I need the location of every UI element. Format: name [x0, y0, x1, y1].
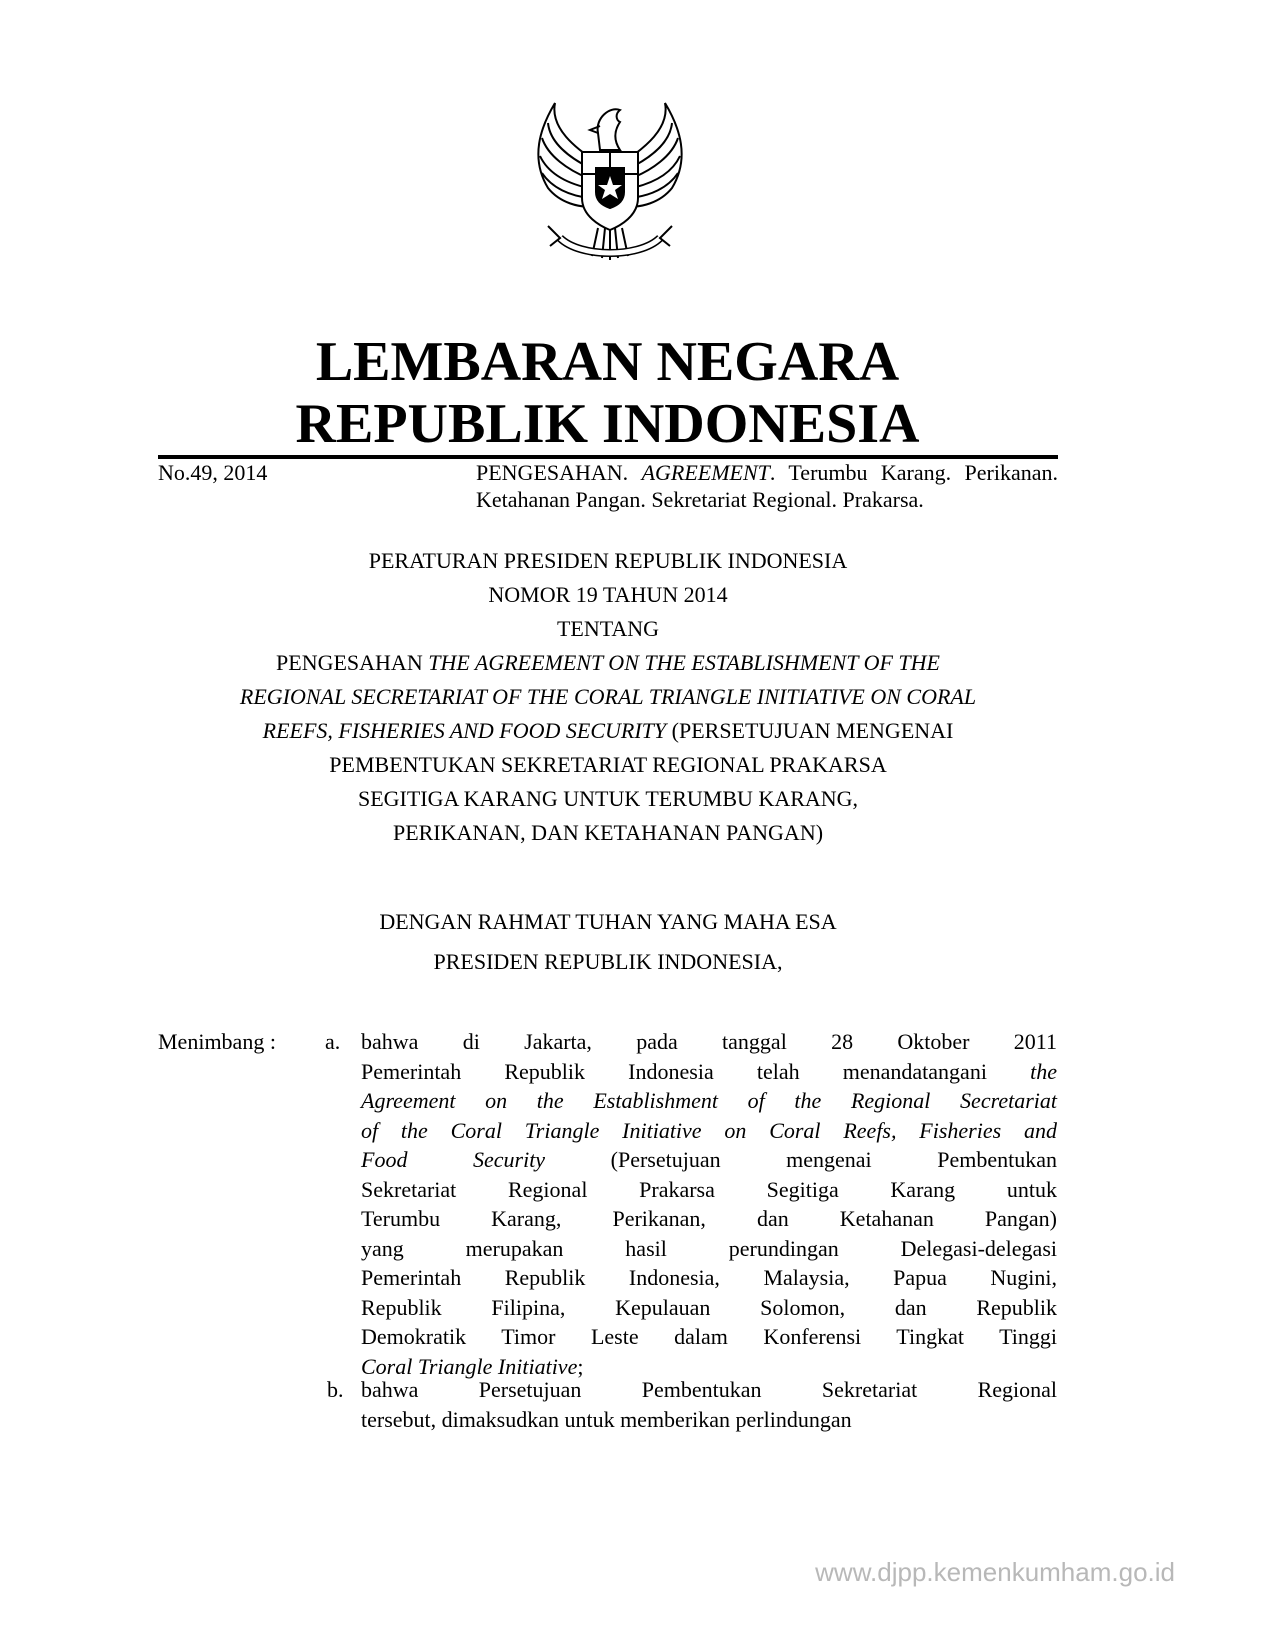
text-line: tersebut, dimaksudkan untuk memberikan perlindungan [361, 1406, 852, 1432]
gazette-title-line1: LEMBARAN NEGARA [315, 331, 900, 393]
keywords-italic: AGREEMENT [641, 460, 770, 485]
header-rule [158, 455, 1058, 459]
regulation-line1: PERATURAN PRESIDEN REPUBLIK INDONESIA [368, 548, 848, 573]
garuda-emblem-icon [520, 88, 700, 268]
gazette-number: No.49, 2014 [158, 460, 268, 485]
text-line: yang merupakan hasil perundingan Delegasi-delegasi [361, 1235, 1057, 1261]
text-line: Demokratik Timor Leste dalam Konferensi Tingkat Tinggi [361, 1324, 1057, 1349]
keywords-rest: . Terumbu Karang. Perikanan. Ketahanan Pangan. Sekretariat Regional. Prakarsa. [476, 460, 1058, 512]
subject-line5: SEGITIGA KARANG UNTUK TERUMBU KARANG, [357, 786, 859, 811]
text-line: bahwa di Jakarta, pada tanggal 28 Oktober 2011 [361, 1029, 1057, 1054]
subject-line6: PERIKANAN, DAN KETAHANAN PANGAN) [392, 820, 824, 845]
regulation-line3: TENTANG [556, 616, 660, 641]
text-line: Coral Triangle Initiative; [361, 1353, 584, 1379]
item-b-body [361, 1375, 1057, 1434]
gazette-title-line2: REPUBLIK INDONESIA [295, 393, 920, 455]
text-line: Food Security (Persetujuan mengenai Pembentukan [361, 1147, 1057, 1172]
preamble [158, 902, 1058, 982]
text-line: Terumbu Karang, Perikanan, dan Ketahanan Pangan) [361, 1206, 1057, 1231]
text-line: bahwa Persetujuan Pembentukan Sekretariat Regional [361, 1377, 1057, 1402]
regulation-line2: NOMOR 19 TAHUN 2014 [488, 582, 728, 607]
subject-line3: REEFS, FISHERIES AND FOOD SECURITY (PERSETUJUAN MENGENAI [262, 718, 954, 743]
subject-line4: PEMBENTUKAN SEKRETARIAT REGIONAL PRAKARSA [329, 752, 887, 777]
blessing-line: DENGAN RAHMAT TUHAN YANG MAHA ESA [379, 909, 837, 934]
text-line: Pemerintah Republik Indonesia telah menandatangani the [361, 1058, 1057, 1084]
text-line: Pemerintah Republik Indonesia, Malaysia, Papua Nugini, [361, 1265, 1057, 1290]
text-line: of the Coral Triangle Initiative on Coral Reefs, Fisheries and [361, 1117, 1057, 1143]
president-line: PRESIDEN REPUBLIK INDONESIA, [433, 949, 783, 974]
keywords-prefix: PENGESAHAN. [476, 460, 642, 485]
subject-line1: PENGESAHAN THE AGREEMENT ON THE ESTABLISHMENT OF THE [276, 650, 940, 675]
gazette-keywords [476, 460, 1058, 513]
item-a-body [361, 1027, 1057, 1381]
text-line: Sekretariat Regional Prakarsa Segitiga Karang untuk [361, 1176, 1057, 1202]
subject-line2: REGIONAL SECRETARIAT OF THE CORAL TRIANGLE INITIATIVE ON CORAL [239, 684, 977, 709]
item-b-marker: b. [327, 1377, 344, 1402]
website-watermark: www.djpp.kemenkumham.go.id [815, 1557, 1175, 1587]
regulation-heading [158, 544, 1058, 850]
considerations-label: Menimbang : [158, 1029, 276, 1054]
item-a-marker: a. [325, 1029, 341, 1054]
text-line: Republik Filipina, Kepulauan Solomon, dan Republik [361, 1294, 1057, 1320]
text-line: Agreement on the Establishment of the Regional Secretariat [361, 1088, 1057, 1113]
